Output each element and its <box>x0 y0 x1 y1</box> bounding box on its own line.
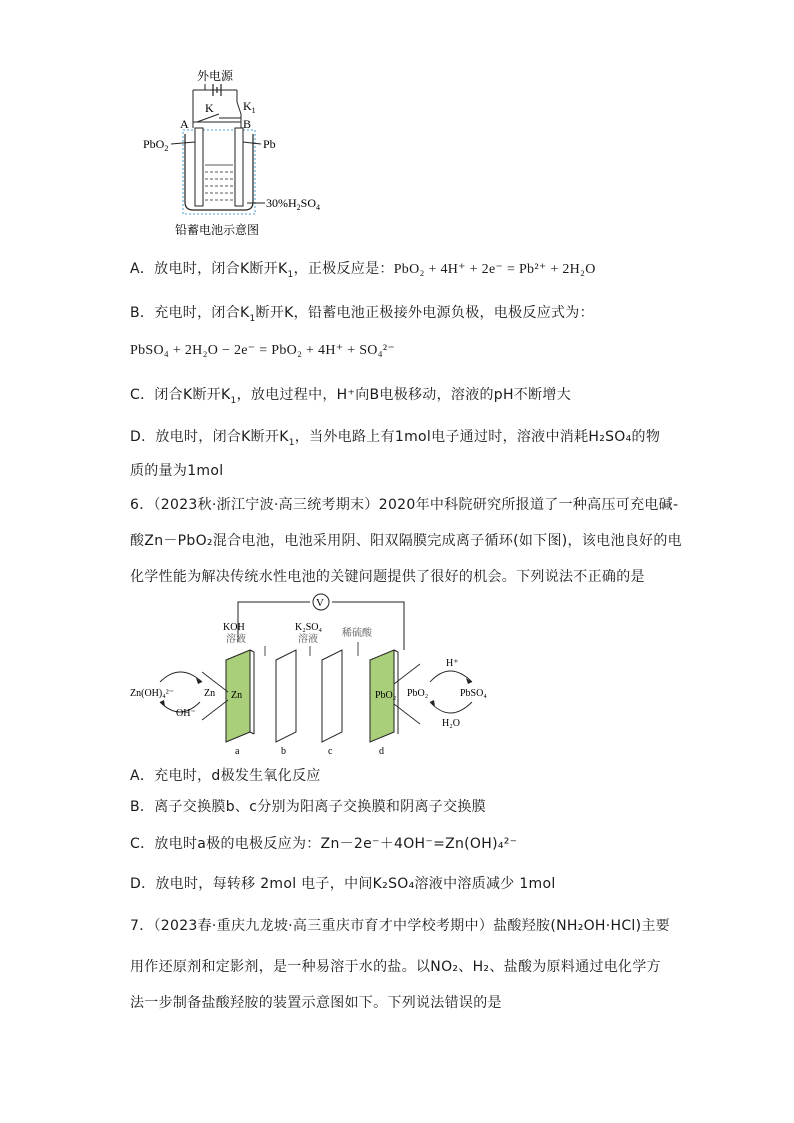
svg-text:d: d <box>379 746 384 757</box>
q6-option-d: D．放电时，每转移 2mol 电子，中间K₂SO₄溶液中溶质减少 1mol <box>130 876 556 892</box>
svg-text:V: V <box>316 597 324 609</box>
svg-text:稀硫酸: 稀硫酸 <box>342 628 372 639</box>
svg-text:c: c <box>328 746 333 757</box>
svg-text:a: a <box>235 746 240 757</box>
b-label: B <box>243 117 252 131</box>
pbo2-plate-label: PbO₂ <box>375 690 397 701</box>
power-source-label: 外电源 <box>197 69 234 83</box>
svg-text:K₂SO₄: K₂SO₄ <box>295 622 322 633</box>
zn-plate-label: Zn <box>231 690 243 701</box>
svg-text:溶液: 溶液 <box>298 634 318 645</box>
q6-option-a: A．充电时，d极发生氧化反应 <box>130 768 321 784</box>
h-plus-label: H⁺ <box>446 658 459 669</box>
q5-option-d-cont: 质的量为1mol <box>130 463 224 479</box>
q7-stem-1: 7．（2023春·重庆九龙坡·高三重庆市育才中学校考期中）盐酸羟胺(NH₂OH·HCl)主要 <box>130 918 670 934</box>
pbo2-right-label: PbO₂ <box>407 688 429 699</box>
svg-text:KOH: KOH <box>223 622 245 633</box>
q5-option-a: A．放电时，闭合K断开$K_1$，正极反应是：PbO₂ + 4H⁺ + 2e⁻ = Pb²⁺ + 2H₂O <box>130 261 596 280</box>
q7-stem-3: 法一步制备盐酸羟胺的装置示意图如下。下列说法错误的是 <box>130 995 502 1011</box>
q6-option-c: C．放电时a极的电极反应为：Zn－2e⁻＋4OH⁻=Zn(OH)₄²⁻ <box>130 836 518 852</box>
pbso4-label: PbSO₄ <box>460 688 487 699</box>
a-label: A <box>180 117 189 131</box>
q5-option-c: C．闭合K断开$K_1$，放电过程中，H⁺向B电极移动，溶液的pH不断增大 <box>130 387 572 406</box>
acid-label: $30\%H_2SO_4$ <box>266 196 321 212</box>
q5-option-b-equation: PbSO₄ + 2H₂O − 2e⁻ = PbO₂ + 4H⁺ + SO₄²⁻ <box>130 343 396 358</box>
figure-caption: 铅蓄电池示意图 <box>175 223 260 237</box>
svg-text:溶液: 溶液 <box>226 634 246 645</box>
q6-stem-2: 酸Zn－PbO₂混合电池，电池采用阴、阳双隔膜完成离子循环(如下图)，该电池良好的电 <box>130 533 682 549</box>
q6-stem-1: 6．（2023秋·浙江宁波·高三统考期末）2020年中科院研究所报道了一种高压可充电碱- <box>130 497 679 513</box>
q7-stem-2: 用作还原剂和定影剂，是一种易溶于水的盐。以NO₂、H₂、盐酸为原料通过电化学方 <box>130 959 661 975</box>
pbo2-label: PbO$_2$ <box>143 137 169 153</box>
zn-pbo2-battery-diagram <box>130 592 510 757</box>
k-label: K <box>205 101 214 115</box>
q6-option-b: B．离子交换膜b、c分别为阳离子交换膜和阴离子交换膜 <box>130 799 486 815</box>
zn-label: Zn <box>204 688 216 699</box>
oh-label: OH⁻ <box>176 708 196 719</box>
h2o-label: H₂O <box>442 718 460 729</box>
k1-label: $K_1$ <box>243 99 256 115</box>
svg-text:b: b <box>281 746 286 757</box>
q5-option-b: B．充电时，闭合$K_1$断开K，铅蓄电池正极接外电源负极，电极反应式为： <box>130 305 594 324</box>
q6-stem-3: 化学性能为解决传统水性电池的关键问题提供了很好的机会。下列说法不正确的是 <box>130 569 645 585</box>
q5-option-d: D．放电时，闭合K断开$K_1$，当外电路上有1mol电子通过时，溶液中消耗H₂SO₄的物 <box>130 429 661 448</box>
zn-oh4-label: Zn(OH)₄²⁻ <box>130 688 174 699</box>
pb-label: Pb <box>263 137 276 151</box>
lead-battery-diagram <box>135 62 345 242</box>
